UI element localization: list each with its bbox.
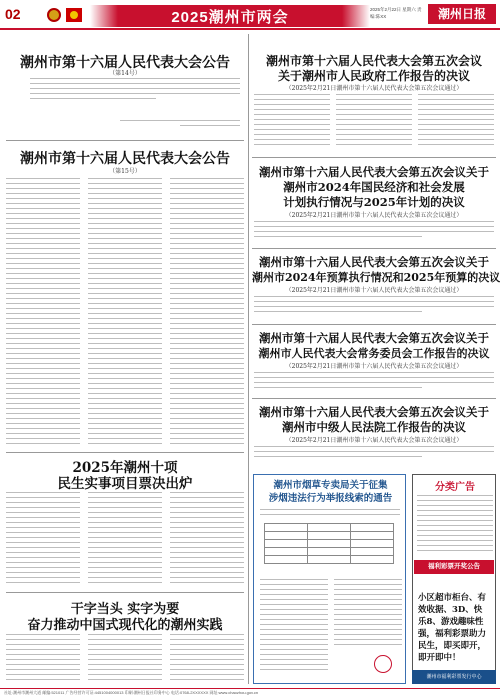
lottery-notice-header: 福利彩票开奖公告 [414, 560, 494, 574]
resolution1-body-col1 [254, 94, 330, 152]
feature-title-line2: 民生实事项目票决出炉 [57, 476, 193, 492]
section-divider [252, 248, 496, 249]
resolution5-title-line1: 潮州市第十六届人民代表大会第五次会议关于 [259, 405, 489, 419]
page-number: 02 [5, 6, 21, 22]
notice15-body-col1 [6, 178, 80, 448]
resolution3-date: （2025年2月21日潮州市第十六届人民代表大会第五次会议通过） [285, 287, 463, 294]
section-divider [6, 452, 244, 453]
resolution2-title-line1: 潮州市第十六届人民代表大会第五次会议关于 [259, 165, 489, 179]
section-divider [6, 592, 244, 593]
resolution2-date: （2025年2月21日潮州市第十六届人民代表大会第五次会议通过） [285, 212, 463, 219]
feature-body-col1 [6, 492, 80, 588]
tobacco-notice-rules-col2 [334, 579, 402, 649]
editorial-title-line1: 干字当头 实字为要 [70, 602, 180, 617]
notice14-signoff [120, 120, 240, 136]
editorial-body-col1 [6, 634, 80, 684]
section-divider [252, 324, 496, 325]
feature-body-col2 [88, 492, 162, 588]
newspaper-logo: 潮州日报 [428, 4, 496, 24]
resolution2-title-line2: 潮州市2024年国民经济和社会发展 [283, 180, 465, 194]
resolution5-date: （2025年2月21日潮州市第十六届人民代表大会第五次会议通过） [285, 437, 463, 444]
resolution2-body [254, 221, 494, 243]
editorial-title-line2: 奋力推动中国式现代化的潮州实践 [27, 618, 223, 633]
resolution1-title-line1: 潮州市第十六届人民代表大会第五次会议 [265, 54, 482, 68]
classified-body [417, 495, 493, 557]
tobacco-notice-title-line1: 潮州市烟草专卖局关于征集 [273, 480, 388, 491]
page-footer: 社址:潮州市潮州大道 邮编:521011 广告经营许可证:4451004000013 印刷:潮州日报社印务中心 电话:0768-2XXXXXX 网址:www.chaozhou.gov.cn [0, 688, 500, 697]
resolution2-title-line3: 计划执行情况与2025年计划的决议 [283, 195, 465, 209]
national-emblem-icon [47, 8, 61, 22]
tobacco-notice-title-line2: 涉烟违法行为举报线索的通告 [268, 493, 393, 504]
notice15-body-col3 [170, 178, 244, 448]
notice14-title: 潮州市第十六届人民代表大会公告 [20, 55, 230, 71]
tobacco-notice-title [254, 479, 407, 505]
resolution1-title-line2: 关于潮州市人民政府工作报告的决议 [277, 69, 470, 83]
resolution3-title-line2: 潮州市2024年预算执行情况和2025年预算的决议 [252, 271, 500, 284]
editorial-body-col3 [170, 634, 244, 684]
notice14-number: （第14号） [109, 70, 141, 77]
issue-info: 2025年2月22日 星期六 责编:陈XX [370, 7, 422, 19]
resolution1-body-col3 [418, 94, 494, 152]
feature-title-line1: 2025年潮州十项 [72, 460, 178, 476]
notice15-title: 潮州市第十六届人民代表大会公告 [20, 151, 230, 167]
tobacco-notice-rules-col1 [260, 579, 328, 675]
section-divider [252, 157, 496, 158]
section-banner [90, 5, 370, 27]
official-seal-icon [374, 655, 392, 673]
resolution4-body [254, 372, 494, 394]
resolution4-title-line1: 潮州市第十六届人民代表大会第五次会议关于 [259, 331, 489, 345]
editorial-body-col2 [88, 634, 162, 684]
resolution3-body [254, 296, 494, 318]
notice14-body [30, 78, 240, 118]
tobacco-notice-box [253, 474, 406, 684]
party-emblem-icon [66, 8, 82, 22]
notice15-number: （第15号） [109, 168, 141, 175]
resolution1-body-col2 [336, 94, 412, 152]
notice15-body-col2 [88, 178, 162, 448]
classified-title: 分类广告 [435, 482, 475, 493]
feature-body-col3 [170, 492, 244, 588]
section-title: 2025潮州市两会 [171, 9, 289, 26]
reward-table [264, 523, 394, 564]
resolution3-title-line1: 潮州市第十六届人民代表大会第五次会议关于 [259, 255, 489, 269]
section-divider [252, 398, 496, 399]
section-divider [6, 140, 244, 141]
resolution5-title-line2: 潮州市中级人民法院工作报告的决议 [282, 420, 466, 434]
lottery-ad-text: 小区超市柜台、有效收据、3D、快乐8、游戏趣味性强，福利彩票助力民生，即买即开，即开即中！ [418, 593, 487, 663]
resolution4-date: （2025年2月21日潮州市第十六届人民代表大会第五次会议通过） [285, 363, 463, 370]
masthead [0, 0, 500, 34]
lottery-ad-contact: 潮州市福利彩票发行中心 [412, 670, 496, 684]
resolution1-date: （2025年2月21日潮州市第十六届人民代表大会第五次会议通过） [285, 85, 463, 92]
resolution4-title-line2: 潮州市人民代表大会常务委员会工作报告的决议 [258, 347, 490, 360]
tobacco-notice-body [260, 509, 400, 521]
masthead-divider [0, 28, 500, 30]
resolution5-body [254, 446, 494, 460]
column-divider [248, 34, 249, 684]
